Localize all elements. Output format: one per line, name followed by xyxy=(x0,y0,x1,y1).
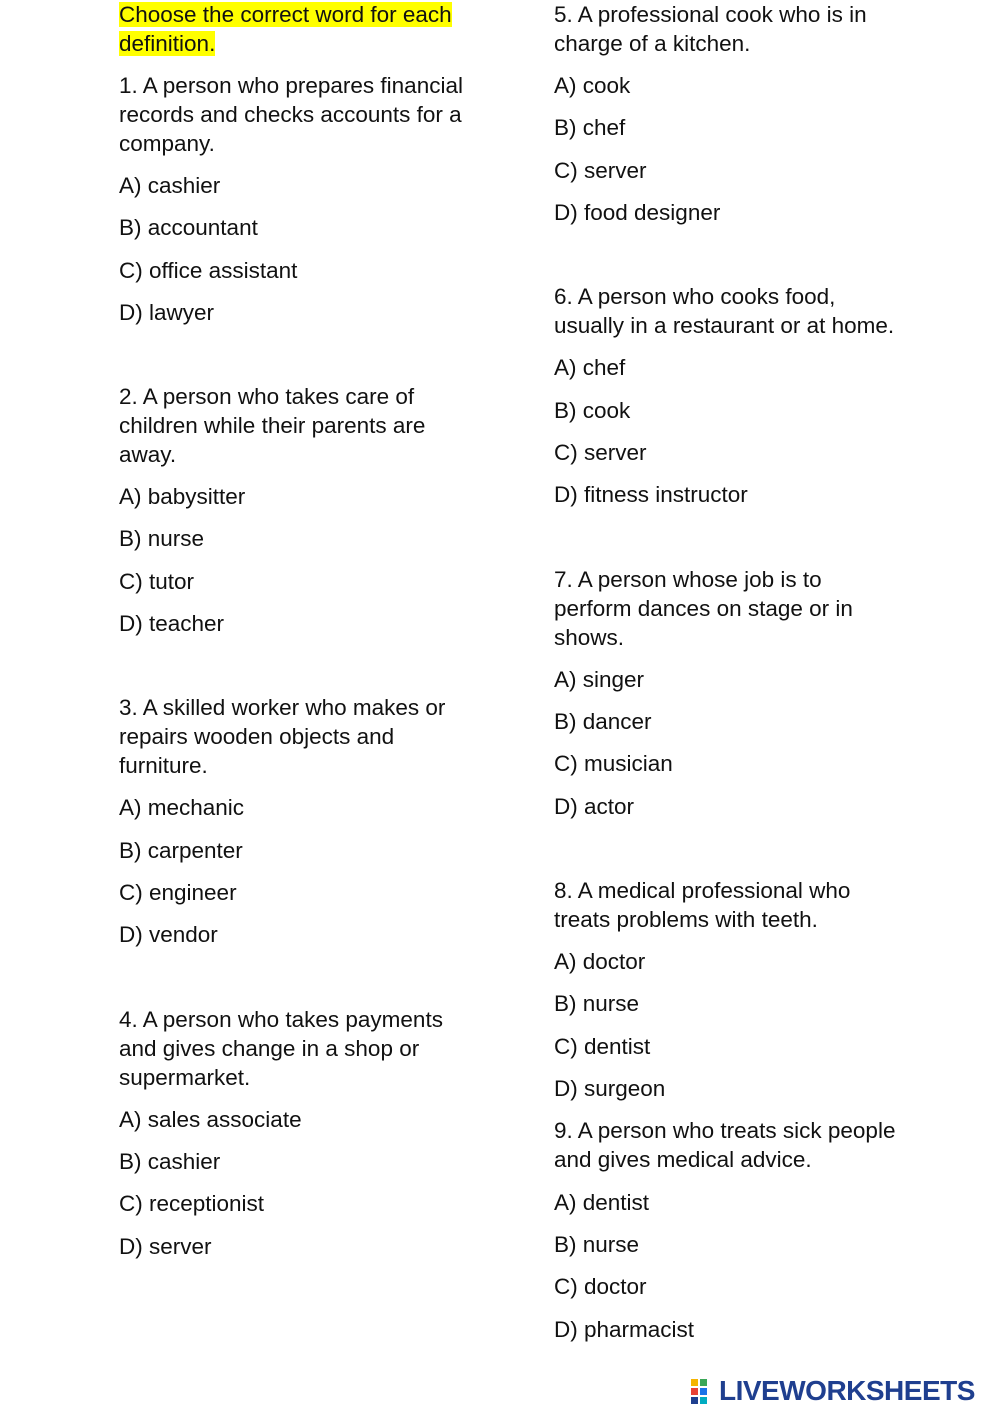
question-9-line-1: 9. A person who treats sick people xyxy=(554,1118,896,1143)
question-2-option-b[interactable]: B) nurse xyxy=(119,526,205,551)
question-2-line-2: children while their parents are xyxy=(119,413,426,438)
liveworksheets-logo-text: LIVEWORKSHEETS xyxy=(719,1375,975,1406)
question-9-line-2: and gives medical advice. xyxy=(554,1147,812,1172)
question-3-option-c[interactable]: C) engineer xyxy=(119,880,237,905)
question-4-option-c[interactable]: C) receptionist xyxy=(119,1191,265,1216)
question-3-option-b[interactable]: B) carpenter xyxy=(119,838,243,863)
question-5-option-a[interactable]: A) cook xyxy=(554,73,631,98)
question-1-option-a[interactable]: A) cashier xyxy=(119,173,221,198)
question-8-option-b[interactable]: B) nurse xyxy=(554,991,640,1016)
question-2-option-a[interactable]: A) babysitter xyxy=(119,484,246,509)
question-4-line-3: supermarket. xyxy=(119,1065,251,1090)
question-3-line-1: 3. A skilled worker who makes or xyxy=(119,695,446,720)
question-9-option-b[interactable]: B) nurse xyxy=(554,1232,640,1257)
question-7-option-c[interactable]: C) musician xyxy=(554,751,673,776)
question-9-option-d[interactable]: D) pharmacist xyxy=(554,1317,695,1342)
question-4-option-d[interactable]: D) server xyxy=(119,1234,212,1259)
question-6-option-d[interactable]: D) fitness instructor xyxy=(554,482,748,507)
question-8-option-a[interactable]: A) doctor xyxy=(554,949,646,974)
question-2-line-3: away. xyxy=(119,442,177,467)
question-6-line-2: usually in a restaurant or at home. xyxy=(554,313,895,338)
question-6-option-c[interactable]: C) server xyxy=(554,440,647,465)
question-4-option-a[interactable]: A) sales associate xyxy=(119,1107,302,1132)
question-4-option-b[interactable]: B) cashier xyxy=(119,1149,221,1174)
question-5-option-b[interactable]: B) chef xyxy=(554,115,626,140)
question-8-option-c[interactable]: C) dentist xyxy=(554,1034,651,1059)
question-1-line-2: records and checks accounts for a xyxy=(119,102,462,127)
question-7-line-2: perform dances on stage or in xyxy=(554,596,853,621)
question-2-line-1: 2. A person who takes care of xyxy=(119,384,415,409)
liveworksheets-logo xyxy=(690,1374,975,1408)
question-8-line-1: 8. A medical professional who xyxy=(554,878,851,903)
question-3-option-d[interactable]: D) vendor xyxy=(119,922,218,947)
question-6-line-1: 6. A person who cooks food, xyxy=(554,284,836,309)
instruction-line-1: Choose the correct word for each xyxy=(119,2,452,27)
question-3-line-3: furniture. xyxy=(119,753,208,778)
question-2-option-d[interactable]: D) teacher xyxy=(119,611,225,636)
question-4-line-1: 4. A person who takes payments xyxy=(119,1007,443,1032)
question-7-line-3: shows. xyxy=(554,625,625,650)
question-8-line-2: treats problems with teeth. xyxy=(554,907,818,932)
liveworksheets-logo-icon xyxy=(690,1377,716,1405)
question-5-line-2: charge of a kitchen. xyxy=(554,31,751,56)
question-1-line-3: company. xyxy=(119,131,215,156)
question-1-option-d[interactable]: D) lawyer xyxy=(119,300,215,325)
question-6-option-a[interactable]: A) chef xyxy=(554,355,626,380)
question-3-option-a[interactable]: A) mechanic xyxy=(119,795,245,820)
question-7-option-d[interactable]: D) actor xyxy=(554,794,635,819)
question-9-option-a[interactable]: A) dentist xyxy=(554,1190,650,1215)
question-1-option-c[interactable]: C) office assistant xyxy=(119,258,298,283)
instruction-line-2: definition. xyxy=(119,31,216,56)
question-1-option-b[interactable]: B) accountant xyxy=(119,215,258,240)
question-4-line-2: and gives change in a shop or xyxy=(119,1036,420,1061)
question-7-option-a[interactable]: A) singer xyxy=(554,667,645,692)
question-3-line-2: repairs wooden objects and xyxy=(119,724,395,749)
question-9-option-c[interactable]: C) doctor xyxy=(554,1274,647,1299)
question-6-option-b[interactable]: B) cook xyxy=(554,398,631,423)
question-5-option-d[interactable]: D) food designer xyxy=(554,200,721,225)
question-1-line-1: 1. A person who prepares financial xyxy=(119,73,463,98)
question-2-option-c[interactable]: C) tutor xyxy=(119,569,195,594)
question-8-option-d[interactable]: D) surgeon xyxy=(554,1076,666,1101)
question-7-line-1: 7. A person whose job is to xyxy=(554,567,822,592)
question-5-option-c[interactable]: C) server xyxy=(554,158,647,183)
question-7-option-b[interactable]: B) dancer xyxy=(554,709,652,734)
question-5-line-1: 5. A professional cook who is in xyxy=(554,2,867,27)
